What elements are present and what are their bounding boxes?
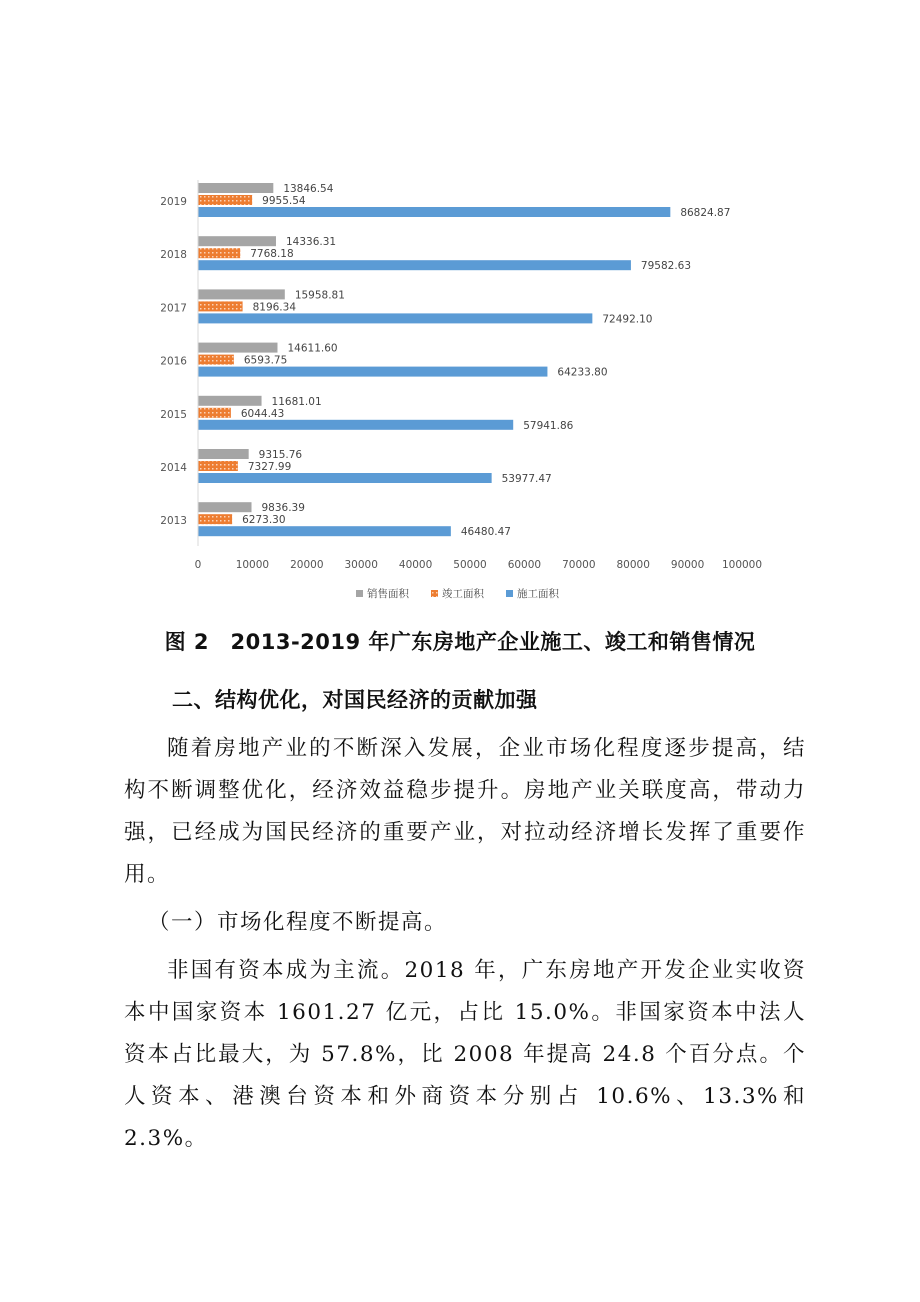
data-label: 79582.63 (640, 260, 692, 273)
bar-2015-1 (198, 408, 231, 418)
bar-2018-2 (198, 260, 631, 270)
y-tick-label: 2016 (160, 355, 187, 368)
data-label: 9955.54 (262, 195, 306, 207)
data-label: 6044.43 (240, 407, 285, 420)
y-tick-label: 2013 (160, 515, 187, 528)
subsection-heading: （一）市场化程度不断提高。 (148, 910, 448, 935)
x-tick-label: 70000 (562, 559, 596, 571)
bar-2018-0 (198, 236, 276, 246)
bar-2014-0 (198, 449, 249, 459)
x-tick-label: 10000 (235, 559, 270, 571)
bar-2019-2 (198, 207, 670, 217)
x-tick-label: 60000 (507, 559, 542, 571)
legend-swatch (431, 590, 438, 597)
bar-2019-0 (198, 183, 273, 193)
y-tick-label: 2017 (160, 302, 187, 315)
data-label: 7768.18 (250, 248, 294, 261)
data-label: 14611.60 (287, 342, 338, 355)
data-label: 9315.76 (258, 449, 303, 461)
bar-2016-1 (198, 355, 234, 365)
data-label: 72492.10 (602, 313, 653, 326)
data-label: 9836.39 (261, 502, 305, 515)
bar-2013-1 (198, 514, 232, 524)
data-label: 13846.54 (283, 183, 334, 195)
data-label: 6273.30 (242, 514, 286, 527)
bar-2013-0 (198, 502, 252, 512)
bar-2017-1 (198, 301, 243, 311)
bar-2015-0 (198, 396, 262, 406)
y-tick-label: 2019 (160, 196, 187, 208)
bar-2014-2 (198, 473, 492, 483)
paragraph-2: 非国有资本成为主流。2018 年，广东房地产开发企业实收资本中国家资本 1601.27 亿元，占比 15.0%。非国家资本中法人资本占比最大，为 57.8%，比 2008 年提高 24.8 个百分点。个人资本、港澳台资本和外商资本分别占 10.6%、13.3%和 2.3%。 (124, 958, 806, 1151)
bar-2013-2 (198, 526, 451, 536)
data-label: 6593.75 (243, 354, 288, 367)
x-tick-label: 0 (194, 559, 202, 571)
data-label: 14336.31 (285, 236, 337, 249)
legend-swatch (356, 590, 363, 597)
bar-2017-0 (198, 289, 285, 299)
data-label: 53977.47 (501, 473, 552, 485)
x-tick-label: 80000 (616, 559, 650, 571)
bar-2018-1 (198, 248, 240, 258)
bar-2017-2 (198, 313, 592, 323)
data-label: 46480.47 (460, 526, 511, 539)
data-label: 8196.34 (252, 301, 297, 314)
bar-2019-1 (198, 195, 252, 205)
bar-2015-2 (198, 420, 513, 430)
x-tick-label: 30000 (344, 559, 378, 571)
data-label: 64233.80 (557, 366, 608, 379)
section-heading: 二、结构优化，对国民经济的贡献加强 (172, 688, 538, 712)
y-tick-label: 2018 (160, 249, 187, 262)
data-label: 11681.01 (271, 395, 322, 408)
data-label: 86824.87 (680, 207, 731, 219)
y-tick-label: 2015 (160, 408, 187, 421)
bar-2014-1 (198, 461, 238, 471)
bar-chart (0, 0, 920, 615)
legend-swatch (506, 590, 513, 597)
x-tick-label: 100000 (721, 559, 763, 571)
x-tick-label: 90000 (670, 559, 705, 571)
legend-label: 销售面积 (367, 588, 409, 600)
data-label: 57941.86 (523, 419, 574, 432)
x-tick-label: 40000 (398, 559, 433, 571)
x-tick-label: 20000 (290, 559, 324, 571)
figure-caption: 图 2 2013-2019 年广东房地产企业施工、竣工和销售情况 (164, 630, 756, 654)
x-tick-label: 50000 (453, 559, 487, 571)
y-tick-label: 2014 (160, 462, 187, 474)
data-label: 7327.99 (247, 461, 292, 473)
legend-label: 竣工面积 (442, 588, 484, 600)
bar-2016-0 (198, 343, 277, 353)
data-label: 15958.81 (294, 289, 345, 302)
paragraph-1: 随着房地产业的不断深入发展，企业市场化程度逐步提高，结构不断调整优化，经济效益稳步提升。房地产业关联度高，带动力强，已经成为国民经济的重要产业，对拉动经济增长发挥了重要作用。 (124, 736, 806, 887)
legend-label: 施工面积 (517, 588, 559, 600)
bar-2016-2 (198, 367, 547, 377)
